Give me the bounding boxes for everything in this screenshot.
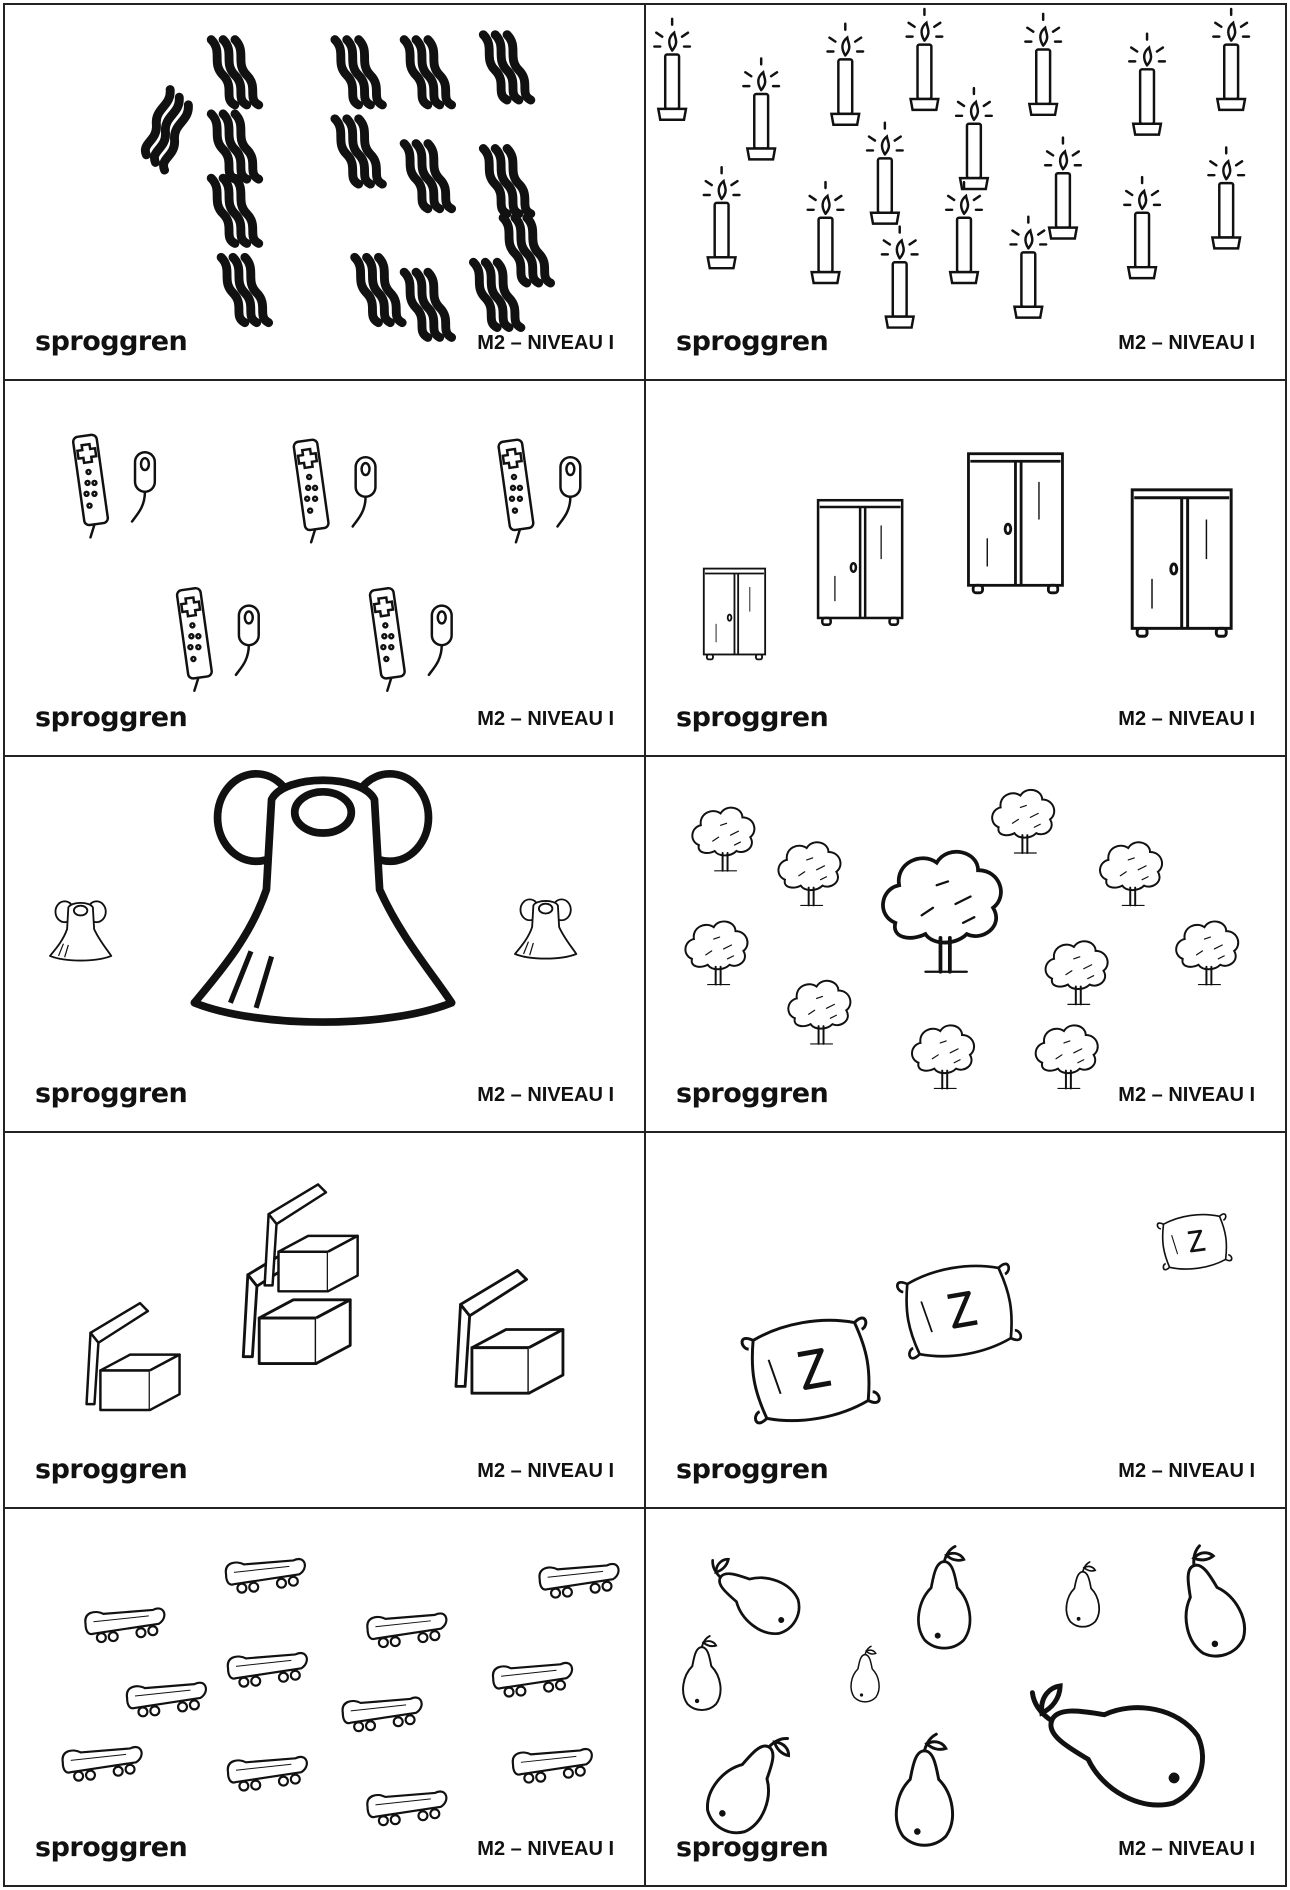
- candles-illustration: [646, 5, 1285, 379]
- card-candles: [644, 3, 1287, 381]
- level-label: M2 – NIVEAU I: [1118, 1084, 1255, 1106]
- dresses-illustration: [5, 757, 644, 1131]
- brand-logo: sproggren: [35, 1832, 188, 1863]
- level-label: M2 – NIVEAU I: [477, 708, 614, 730]
- brand-logo: sproggren: [35, 326, 188, 357]
- licorice-illustration: [5, 5, 644, 379]
- card-shoeboxes: [3, 1131, 646, 1509]
- boxes-illustration: [5, 1133, 644, 1507]
- brand-logo: sproggren: [35, 702, 188, 733]
- pears-illustration: [646, 1509, 1285, 1885]
- brand-logo: sproggren: [35, 1454, 188, 1485]
- wardrobes-illustration: [646, 381, 1285, 755]
- controllers-illustration: [5, 381, 644, 755]
- brand-logo: sproggren: [676, 326, 829, 357]
- card-pears: [644, 1507, 1287, 1887]
- brand-logo: sproggren: [676, 1832, 829, 1863]
- level-label: M2 – NIVEAU I: [477, 1460, 614, 1482]
- brand-logo: sproggren: [676, 1078, 829, 1109]
- card-wardrobes: [644, 379, 1287, 757]
- card-licorice-sticks: [3, 3, 646, 381]
- card-dresses: [3, 755, 646, 1133]
- card-pillows: [644, 1131, 1287, 1509]
- level-label: M2 – NIVEAU I: [477, 332, 614, 354]
- level-label: M2 – NIVEAU I: [1118, 708, 1255, 730]
- level-label: M2 – NIVEAU I: [477, 1838, 614, 1860]
- level-label: M2 – NIVEAU I: [477, 1084, 614, 1106]
- card-skateboards: [3, 1507, 646, 1887]
- level-label: M2 – NIVEAU I: [1118, 1838, 1255, 1860]
- card-trees: [644, 755, 1287, 1133]
- brand-logo: sproggren: [676, 702, 829, 733]
- pillows-illustration: [646, 1133, 1285, 1507]
- brand-logo: sproggren: [35, 1078, 188, 1109]
- trees-illustration: [646, 757, 1285, 1131]
- level-label: M2 – NIVEAU I: [1118, 1460, 1255, 1482]
- card-game-controllers: [3, 379, 646, 757]
- skateboards-illustration: [5, 1509, 644, 1885]
- level-label: M2 – NIVEAU I: [1118, 332, 1255, 354]
- brand-logo: sproggren: [676, 1454, 829, 1485]
